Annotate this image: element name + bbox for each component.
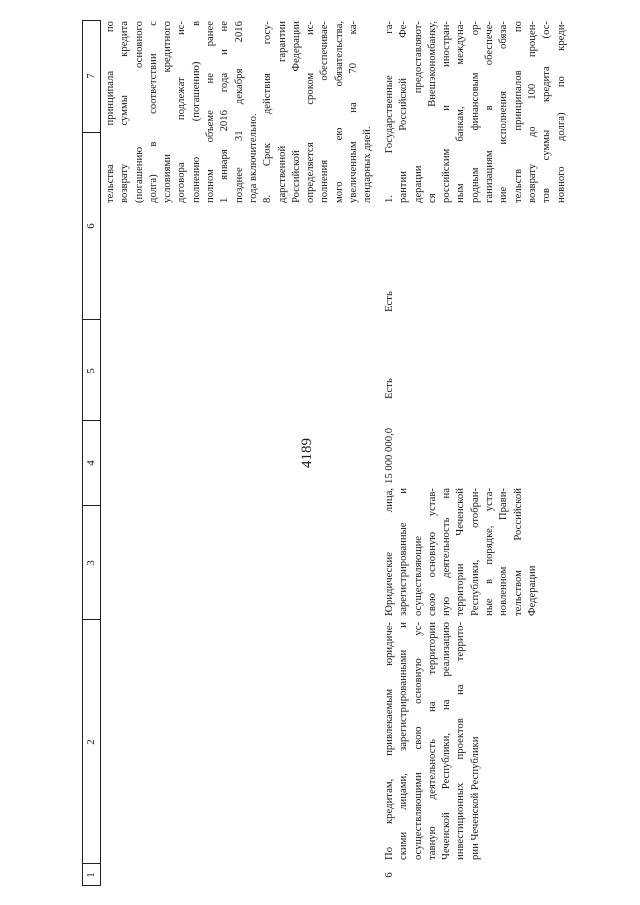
text-line: дерации предоставляют-	[411, 21, 424, 203]
text-line: полном объеме не ранее	[204, 21, 217, 203]
text-line: российским и иностран-	[440, 21, 453, 203]
column-number: 1	[85, 872, 97, 878]
header-divider	[82, 20, 100, 21]
text-line: полнению (погашению) в	[189, 21, 202, 203]
text-line: возврату суммы кредита	[118, 21, 131, 203]
text-line: рантии Российской Фе-	[397, 21, 410, 203]
text-line: договора подлежат ис-	[175, 21, 188, 203]
text-line: тельства принципала по	[104, 21, 116, 203]
column-number: 5	[85, 368, 97, 374]
row-col2-text	[382, 622, 482, 860]
text-line: 1 января 2016 года и не	[218, 21, 231, 203]
page-number: 4189	[299, 438, 315, 468]
text-line: ся Внешэкономбанку,	[425, 21, 438, 203]
text-line: ным банкам, междуна-	[454, 21, 467, 203]
text-line: Российской Федерации	[289, 21, 302, 203]
header-bottom-border	[100, 20, 101, 886]
text-line: 1. Государственные га-	[383, 21, 395, 203]
table-top-border	[82, 20, 83, 886]
text-line: мого ею обязательства,	[332, 21, 345, 203]
column-number: 6	[85, 223, 97, 229]
row-number: 6	[383, 872, 395, 878]
text-line: дарственной гарантии	[275, 21, 288, 203]
column-number: 7	[85, 73, 97, 79]
text-line: Федерации	[525, 565, 538, 616]
text-line: рии Чеченской Республики	[468, 736, 481, 860]
row-col6-value: Есть	[383, 291, 395, 312]
text-line: определяется сроком ис-	[304, 21, 317, 203]
text-line: осуществляющими свою основную ус-	[411, 622, 424, 860]
text-line: тельств принципалов по	[511, 21, 524, 203]
text-line: инвестиционных проектов на террито-	[454, 622, 467, 860]
text-line: позднее 31 декабря 2016	[232, 21, 245, 203]
text-line: года включительно.	[246, 113, 259, 203]
text-line: возврату до 100 процен-	[525, 21, 538, 203]
text-line: тельством Российской	[511, 488, 524, 616]
text-line: свою основную устав-	[425, 488, 438, 616]
text-line: новленном Прави-	[497, 488, 510, 616]
text-line: Республики, отобран-	[468, 488, 481, 616]
text-line: ганизациям в обеспече-	[483, 21, 496, 203]
header-divider	[82, 420, 100, 421]
text-line: увеличенным на 70 ка-	[347, 21, 360, 203]
text-line: скими лицами, зарегистрированными и	[397, 622, 410, 860]
text-line: территории Чеченской	[454, 488, 467, 616]
rotated-table	[82, 20, 618, 886]
row-col3-text	[382, 488, 539, 616]
text-line: долга) в соответствии с	[146, 21, 159, 203]
text-line: условиями кредитного	[161, 21, 174, 203]
text-line: 8. Срок действия госу-	[261, 21, 274, 203]
column-number: 3	[85, 560, 97, 566]
text-line: ную деятельность на	[440, 488, 453, 616]
text-line: новного долга) по креди-	[554, 21, 567, 203]
text-line: родным финансовым ор-	[468, 21, 481, 203]
text-line: (погашению основного	[132, 21, 145, 203]
header-divider	[82, 319, 100, 320]
column-number: 2	[85, 739, 97, 745]
text-line: Юридические лица,	[383, 488, 395, 616]
row-col5-value: Есть	[383, 378, 395, 399]
text-line: полнения обеспечивае-	[318, 21, 331, 203]
header-divider	[82, 619, 100, 620]
text-line: тавную деятельность на территории	[425, 622, 438, 860]
text-line: осуществляющие	[411, 535, 424, 616]
text-line: Чеченской Республики, на реализацию	[440, 622, 453, 860]
continuation-text	[103, 21, 375, 203]
header-divider	[82, 505, 100, 506]
header-divider	[82, 132, 100, 133]
row-col7-text	[382, 21, 568, 203]
text-line: По кредитам, привлекаемым юридиче-	[383, 622, 395, 860]
text-line: лендарных дней.	[361, 126, 374, 203]
text-line: ние исполнения обяза-	[497, 21, 510, 203]
row-col4-amount: 15 000 000,0	[383, 427, 395, 484]
text-line: ные в порядке, уста-	[483, 488, 496, 616]
column-number: 4	[85, 460, 97, 466]
text-line: тов суммы кредита (ос-	[540, 21, 553, 203]
text-line: зарегистрированные и	[397, 488, 410, 616]
